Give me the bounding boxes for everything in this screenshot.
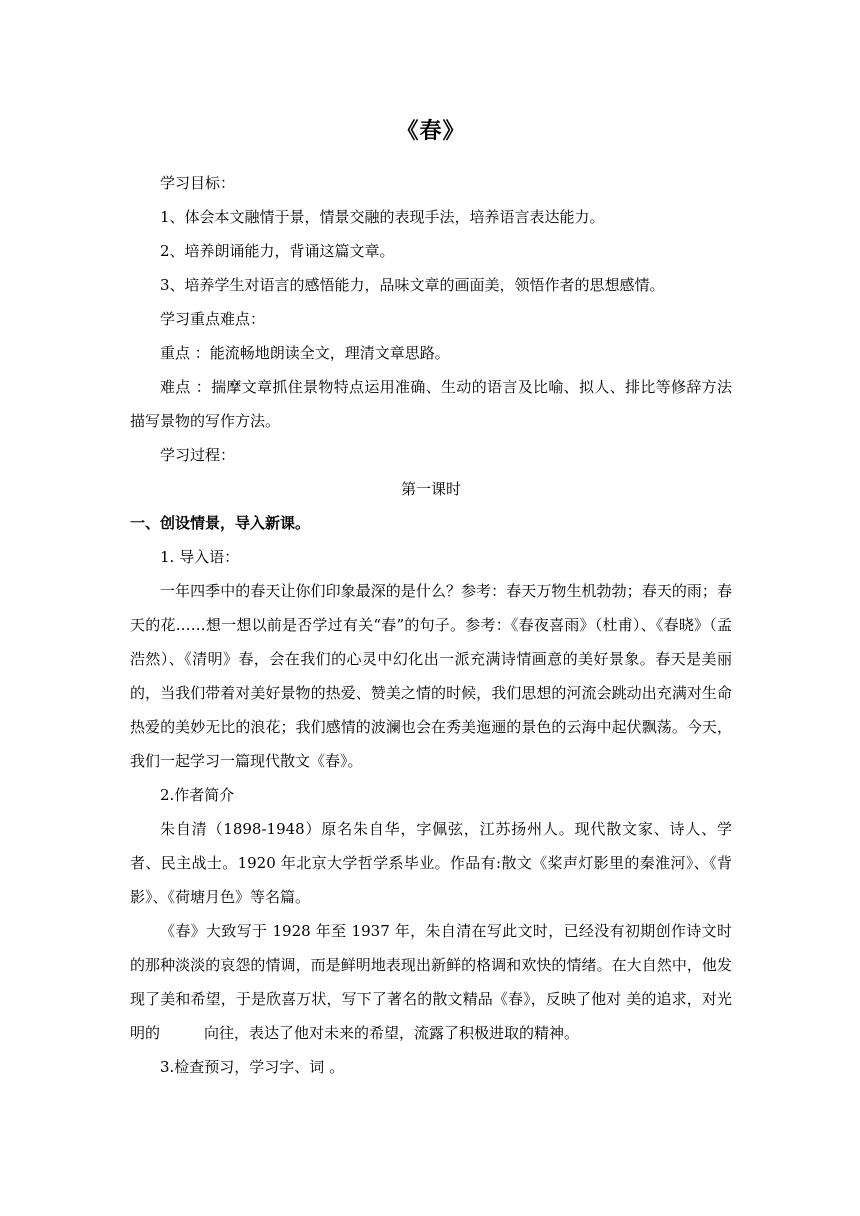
section-heading: 一、创设情景，导入新课。 [130, 514, 311, 532]
goal-item: 1、体会本文融情于景，情景交融的表现手法，培养语言表达能力。 [160, 208, 605, 226]
preview-label: 3.检查预习，学习字、词 。 [160, 1058, 345, 1076]
author-paragraph: 朱自清（1898-1948）原名朱自华，字佩弦，江苏扬州人。现代散文家、诗人、学者、民主战士。1920 年北京大学哲学系毕业。作品有:散文《桨声灯影里的秦淮河》、《背影》、《荷塘月色》等名篇。 [130, 820, 732, 906]
background-text-b: 向往，表达了他对未来的希望，流露了积极进取的精神。 [204, 1024, 580, 1042]
goal-item: 2、培养朗诵能力，背诵这篇文章。 [160, 242, 395, 260]
author-label: 2.作者简介 [160, 786, 235, 804]
goal-item: 3、培养学生对语言的感悟能力，品味文章的画面美，领悟作者的思想感情。 [160, 276, 665, 294]
goals-heading: 学习目标： [160, 174, 236, 192]
background-paragraph [130, 914, 732, 1050]
lesson-title: 第一课时 [400, 480, 461, 498]
intro-label: 1. 导入语： [160, 548, 240, 566]
difficult-point: 难点 ：揣摩文章抓住景物特点运用准确、生动的语言及比喻、拟人、排比等修辞方法描写景物的写作方法。 [130, 378, 732, 430]
intro-paragraph: 一年四季中的春天让你们印象最深的是什么？参考：春天万物生机勃勃；春天的雨；春天的花……想一想以前是否学过有关“春”的句子。参考：《春夜喜雨》（杜甫）、《春晓》（孟浩然）、《清明》春，会在我们的心灵中幻化出一派充满诗情画意的美好景象。春天是美丽的，当我们带着对美好景物的热爱、赞美之情的时候，我们思想的河流会跳动出充满对生命热爱的美妙无比的浪花；我们感情的波澜也会在秀美迤逦的景色的云海中起伏飘荡。今天，我们一起学习一篇现代散文《春》。 [130, 582, 732, 770]
document-title: 《春》 [396, 118, 466, 144]
background-text-a: 《春》大致写于 1928 年至 1937 年，朱自清在写此文时，已经没有初期创作诗文时的那种淡淡的哀怨的情调，而是鲜明地表现出新鲜的格调和欢快的情绪。在大自然中，他发现了美和希望，于是欣喜万状，写下了著名的散文精品《春》，反映了他对 美的追求，对光明的 [130, 922, 732, 1042]
process-heading: 学习过程： [160, 446, 236, 464]
key-heading: 学习重点难点： [160, 310, 266, 328]
key-point: 重点 ：能流畅地朗读全文，理清文章思路。 [160, 344, 450, 362]
